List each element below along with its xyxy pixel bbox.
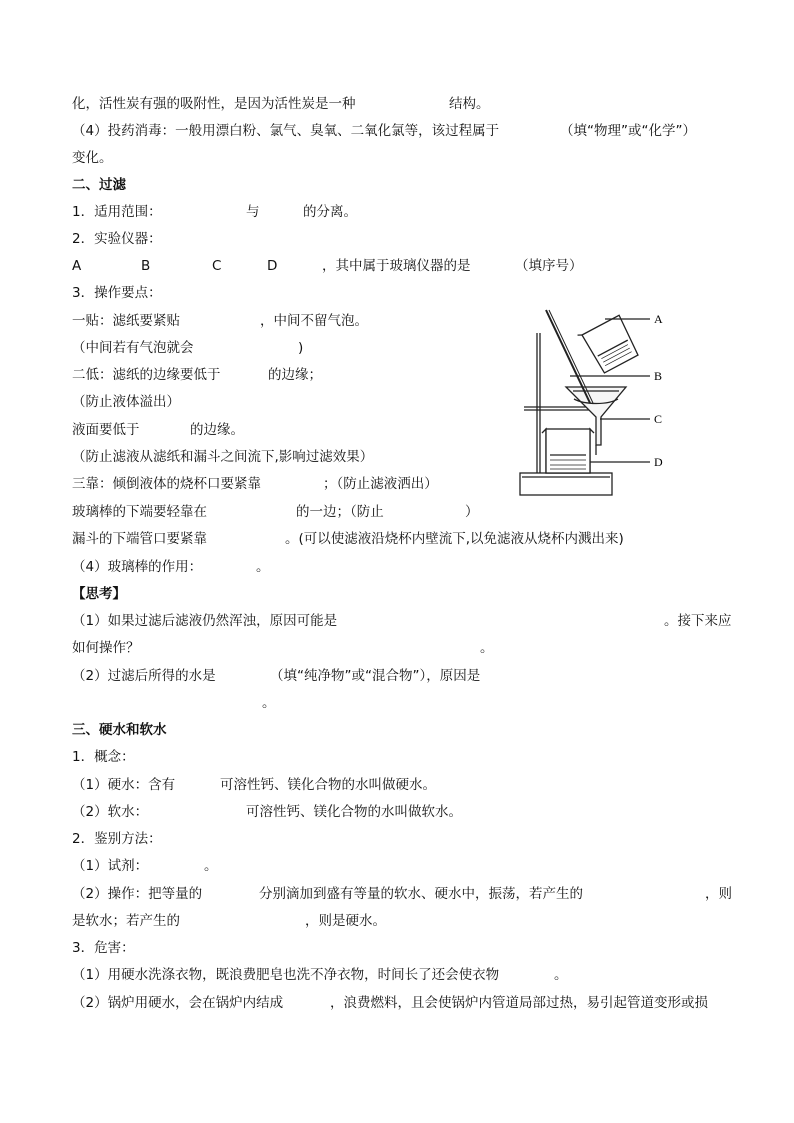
filtration-apparatus-figure xyxy=(510,305,680,500)
label-b: B xyxy=(654,369,663,383)
label-d: D xyxy=(654,455,663,469)
stand-base xyxy=(520,473,612,495)
pouring-beaker xyxy=(578,314,640,376)
label-a: A xyxy=(654,312,663,326)
label-c: C xyxy=(654,412,663,426)
receiving-beaker xyxy=(546,429,590,473)
filtration-apparatus-icon xyxy=(510,305,680,500)
